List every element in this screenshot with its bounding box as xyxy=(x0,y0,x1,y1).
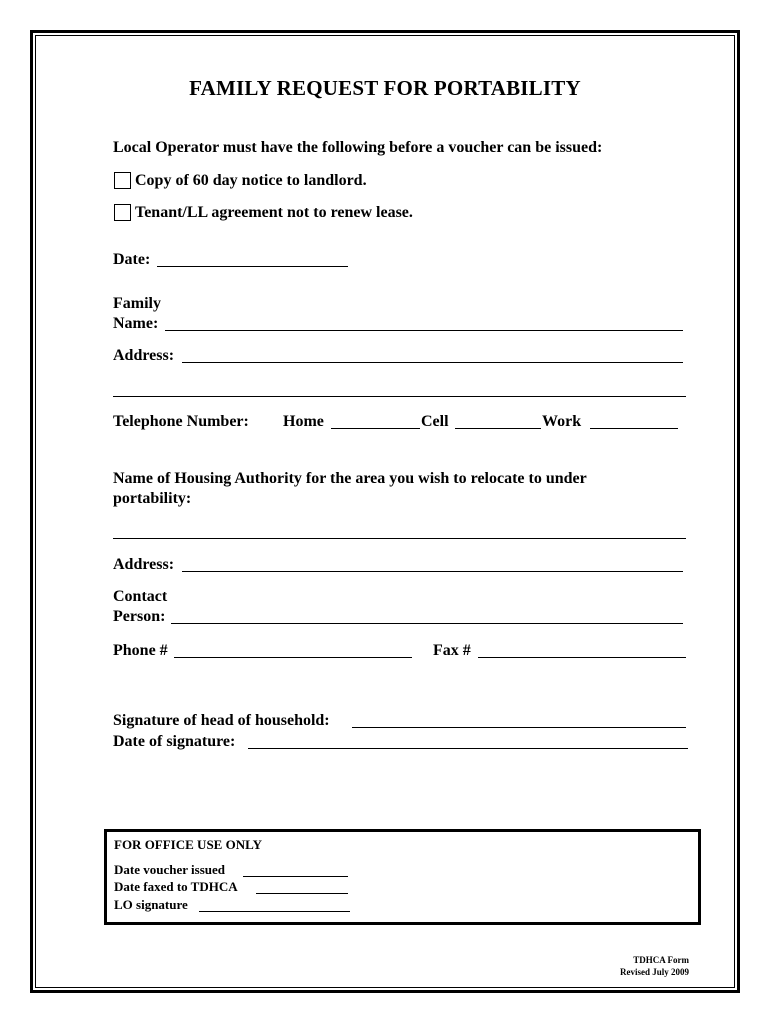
date-faxed-field[interactable] xyxy=(256,893,348,894)
fax-label: Fax # xyxy=(433,642,471,659)
home-phone-field[interactable] xyxy=(331,428,420,429)
lo-signature-label: LO signature xyxy=(114,897,188,912)
signature-label: Signature of head of household: xyxy=(113,712,330,729)
notice-checkbox[interactable] xyxy=(114,172,131,189)
ha-question-line1: Name of Housing Authority for the area you wish to relocate to under xyxy=(113,470,587,487)
footer-revised: Revised July 2009 xyxy=(619,967,689,977)
cell-label: Cell xyxy=(421,413,449,430)
signature-date-label: Date of signature: xyxy=(113,733,236,750)
ha-address-field[interactable] xyxy=(182,571,683,572)
ha-name-field[interactable] xyxy=(113,538,686,539)
date-voucher-label: Date voucher issued xyxy=(114,862,225,877)
lo-signature-field[interactable] xyxy=(199,911,350,912)
contact-label-line1: Contact xyxy=(113,588,168,605)
family-label-line2: Name: xyxy=(113,315,159,332)
telephone-label: Telephone Number: xyxy=(113,413,249,430)
ha-phone-field[interactable] xyxy=(174,657,412,658)
address-label: Address: xyxy=(113,347,175,364)
phone-label: Phone # xyxy=(113,642,168,659)
notice-checkbox-label: Copy of 60 day notice to landlord. xyxy=(135,172,367,189)
signature-field[interactable] xyxy=(352,727,686,728)
family-label-line1: Family xyxy=(113,295,161,312)
contact-person-field[interactable] xyxy=(171,623,683,624)
ha-question-line2: portability: xyxy=(113,490,192,507)
ha-fax-field[interactable] xyxy=(478,657,686,658)
agreement-checkbox-label: Tenant/LL agreement not to renew lease. xyxy=(135,204,413,221)
date-field[interactable] xyxy=(157,266,348,267)
work-phone-field[interactable] xyxy=(590,428,678,429)
office-use-heading: FOR OFFICE USE ONLY xyxy=(114,837,262,852)
signature-date-field[interactable] xyxy=(248,748,688,749)
agreement-checkbox[interactable] xyxy=(114,204,131,221)
date-label: Date: xyxy=(113,251,151,268)
address-field-line2[interactable] xyxy=(113,396,686,397)
footer-form-name: TDHCA Form xyxy=(633,955,689,965)
cell-phone-field[interactable] xyxy=(455,428,541,429)
intro-text: Local Operator must have the following before a voucher can be issued: xyxy=(113,139,603,156)
contact-label-line2: Person: xyxy=(113,608,166,625)
address-field[interactable] xyxy=(182,362,683,363)
date-voucher-field[interactable] xyxy=(243,876,348,877)
work-label: Work xyxy=(542,413,582,430)
date-faxed-label: Date faxed to TDHCA xyxy=(114,879,238,894)
form-title: FAMILY REQUEST FOR PORTABILITY xyxy=(189,76,581,100)
home-label: Home xyxy=(283,413,324,430)
family-name-field[interactable] xyxy=(165,330,683,331)
ha-address-label: Address: xyxy=(113,556,175,573)
